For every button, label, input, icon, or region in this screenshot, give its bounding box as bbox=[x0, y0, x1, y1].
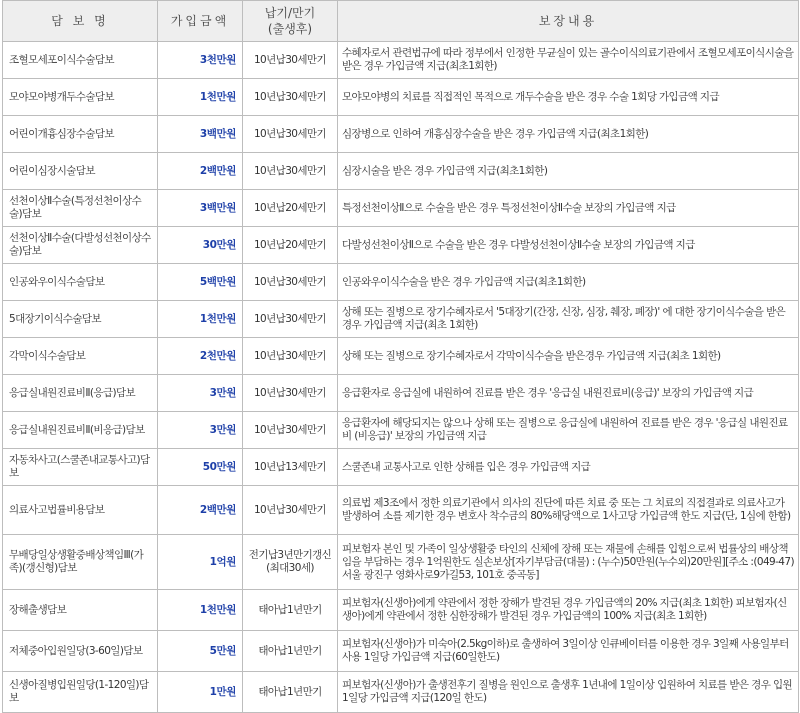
row-term: 전기납3년만기갱신(최대30세) bbox=[243, 535, 338, 590]
row-amount: 1만원 bbox=[158, 672, 243, 713]
row-amount: 1천만원 bbox=[158, 79, 243, 116]
row-description: 심장병으로 인하여 개흉심장수술을 받은 경우 가입금액 지급(최초1회한) bbox=[338, 116, 799, 153]
row-name: 각막이식수술담보 bbox=[3, 338, 158, 375]
table-row bbox=[3, 42, 799, 79]
row-amount: 3천만원 bbox=[158, 42, 243, 79]
row-description: 피보험자(신생아)가 미숙아(2.5kg이하)로 출생하여 3일이상 인큐베이터를 이용한 경우 3일째 사용일부터 사용 1일당 가입금액 지급(60일한도) bbox=[338, 631, 799, 672]
row-term: 10년납30세만기 bbox=[243, 301, 338, 338]
row-term: 10년납30세만기 bbox=[243, 375, 338, 412]
table-row bbox=[3, 375, 799, 412]
row-term: 10년납20세만기 bbox=[243, 190, 338, 227]
row-description: 피보험자(신생아)에게 약관에서 정한 장해가 발견된 경우 가입금액의 20% 지급(최초 1회한) 피보험자(신생아)에게 약관에서 정한 심한장해가 발견된 경우 가입금액의 100% 지급(최초 1회한) bbox=[338, 590, 799, 631]
row-term: 태아납1년만기 bbox=[243, 631, 338, 672]
row-description: 의료법 제3조에서 정한 의료기관에서 의사의 진단에 따른 치료 중 또는 그 치료의 직접결과로 의료사고가 발생하여 소를 제기한 경우 변호사 착수금의 80%해당액으로 1사고당 가입금액 한도 지급(단, 1심에 한함) bbox=[338, 486, 799, 535]
header-coverage-name: 담 보 명 bbox=[3, 1, 158, 42]
row-description: 피보험자(신생아)가 출생전후기 질병을 원인으로 출생후 1년내에 1일이상 입원하여 치료를 받은 경우 입원 1일당 가입금액 지급(120일 한도) bbox=[338, 672, 799, 713]
row-amount: 3백만원 bbox=[158, 116, 243, 153]
row-name: 모야모야병개두수술담보 bbox=[3, 79, 158, 116]
row-name: 의료사고법률비용담보 bbox=[3, 486, 158, 535]
row-term: 10년납13세만기 bbox=[243, 449, 338, 486]
row-term: 10년납30세만기 bbox=[243, 264, 338, 301]
table-header-row bbox=[3, 1, 799, 42]
table-row bbox=[3, 264, 799, 301]
table-row bbox=[3, 535, 799, 590]
row-amount: 1천만원 bbox=[158, 590, 243, 631]
header-amount: 가입금액 bbox=[158, 1, 243, 42]
row-term: 10년납30세만기 bbox=[243, 79, 338, 116]
row-term: 10년납30세만기 bbox=[243, 338, 338, 375]
row-name: 장해출생담보 bbox=[3, 590, 158, 631]
row-term: 10년납30세만기 bbox=[243, 412, 338, 449]
table-row bbox=[3, 672, 799, 713]
row-name: 선천이상Ⅱ수술(특정선천이상수술)담보 bbox=[3, 190, 158, 227]
row-amount: 2천만원 bbox=[158, 338, 243, 375]
row-term: 태아납1년만기 bbox=[243, 590, 338, 631]
row-term: 태아납1년만기 bbox=[243, 672, 338, 713]
header-term-line1: 납기/만기 bbox=[264, 6, 316, 20]
row-term: 10년납20세만기 bbox=[243, 227, 338, 264]
row-amount: 50만원 bbox=[158, 449, 243, 486]
row-description: 심장시술을 받은 경우 가입금액 지급(최초1회한) bbox=[338, 153, 799, 190]
row-name: 선천이상Ⅱ수술(다발성선천이상수술)담보 bbox=[3, 227, 158, 264]
row-description: 스쿨존내 교통사고로 인한 상해를 입은 경우 가입금액 지급 bbox=[338, 449, 799, 486]
header-term bbox=[243, 1, 338, 42]
table-row bbox=[3, 338, 799, 375]
coverage-table bbox=[2, 0, 799, 713]
table-row bbox=[3, 412, 799, 449]
table-row bbox=[3, 190, 799, 227]
row-amount: 30만원 bbox=[158, 227, 243, 264]
row-description: 다발성선천이상Ⅱ으로 수술을 받은 경우 다발성선천이상Ⅱ수술 보장의 가입금액 지급 bbox=[338, 227, 799, 264]
row-term: 10년납30세만기 bbox=[243, 486, 338, 535]
table-row bbox=[3, 227, 799, 264]
row-name: 5대장기이식수술담보 bbox=[3, 301, 158, 338]
row-description: 수혜자로서 관련법규에 따라 정부에서 인정한 무균실이 있는 골수이식의료기관에서 조혈모세포이식시술을 받은 경우 가입금액 지급(최초1회한) bbox=[338, 42, 799, 79]
row-name: 응급실내원진료비Ⅱ(응급)담보 bbox=[3, 375, 158, 412]
row-name: 조혈모세포이식수술담보 bbox=[3, 42, 158, 79]
row-term: 10년납30세만기 bbox=[243, 153, 338, 190]
row-amount: 5백만원 bbox=[158, 264, 243, 301]
row-term: 10년납30세만기 bbox=[243, 116, 338, 153]
row-name: 무배당일상생활중배상책임Ⅲ(가족)(갱신형)담보 bbox=[3, 535, 158, 590]
table-row bbox=[3, 449, 799, 486]
row-description: 응급환자로 응급실에 내원하여 진료를 받은 경우 '응급실 내원진료비(응급)' 보장의 가입금액 지급 bbox=[338, 375, 799, 412]
row-amount: 1억원 bbox=[158, 535, 243, 590]
table-row bbox=[3, 631, 799, 672]
row-name: 저체중아입원일당(3-60일)담보 bbox=[3, 631, 158, 672]
row-amount: 2백만원 bbox=[158, 153, 243, 190]
row-name: 인공와우이식수술담보 bbox=[3, 264, 158, 301]
row-amount: 3만원 bbox=[158, 412, 243, 449]
row-name: 어린이심장시술담보 bbox=[3, 153, 158, 190]
header-term-line2: (출생후) bbox=[267, 22, 313, 36]
row-description: 응급환자에 해당되지는 않으나 상해 또는 질병으로 응급실에 내원하여 진료를 받은 경우 '응급실 내원진료비 (비응급)' 보장의 가입금액 지급 bbox=[338, 412, 799, 449]
row-description: 모야모야병의 치료를 직접적인 목적으로 개두수술을 받은 경우 수술 1회당 가입금액 지급 bbox=[338, 79, 799, 116]
row-description: 피보험자 본인 및 가족이 일상생활중 타인의 신체에 장해 또는 재물에 손해를 입힘으로써 법률상의 배상책임을 부담하는 경우 1억원한도 실손보상[자기부담금(대물) : (누수)50만원(누수외)20만원][주소 :(049-47)서울 광진구 영화사로9가길53, 101호 중곡동] bbox=[338, 535, 799, 590]
row-description: 상해 또는 질병으로 장기수혜자로서 각막이식수술을 받은경우 가입금액 지급(최초 1회한) bbox=[338, 338, 799, 375]
table-row bbox=[3, 116, 799, 153]
row-description: 인공와우이식수술을 받은 경우 가입금액 지급(최초1회한) bbox=[338, 264, 799, 301]
row-name: 응급실내원진료비Ⅱ(비응급)담보 bbox=[3, 412, 158, 449]
row-description: 특정선천이상Ⅱ으로 수술을 받은 경우 특정선천이상Ⅱ수술 보장의 가입금액 지급 bbox=[338, 190, 799, 227]
table-row bbox=[3, 79, 799, 116]
row-term: 10년납30세만기 bbox=[243, 42, 338, 79]
table-row bbox=[3, 301, 799, 338]
row-amount: 1천만원 bbox=[158, 301, 243, 338]
table-row bbox=[3, 486, 799, 535]
row-name: 어린이개흉심장수술담보 bbox=[3, 116, 158, 153]
row-description: 상해 또는 질병으로 장기수혜자로서 '5대장기(간장, 신장, 심장, 췌장, 폐장)' 에 대한 장기이식수술을 받은 경우 가입금액 지급(최초 1회한) bbox=[338, 301, 799, 338]
row-name: 신생아질병입원일당(1-120일)담보 bbox=[3, 672, 158, 713]
row-amount: 2백만원 bbox=[158, 486, 243, 535]
table-row bbox=[3, 590, 799, 631]
table-row bbox=[3, 153, 799, 190]
row-amount: 5만원 bbox=[158, 631, 243, 672]
header-coverage-details: 보장내용 bbox=[338, 1, 799, 42]
row-amount: 3백만원 bbox=[158, 190, 243, 227]
row-amount: 3만원 bbox=[158, 375, 243, 412]
row-name: 자동차사고(스쿨존내교통사고)담보 bbox=[3, 449, 158, 486]
